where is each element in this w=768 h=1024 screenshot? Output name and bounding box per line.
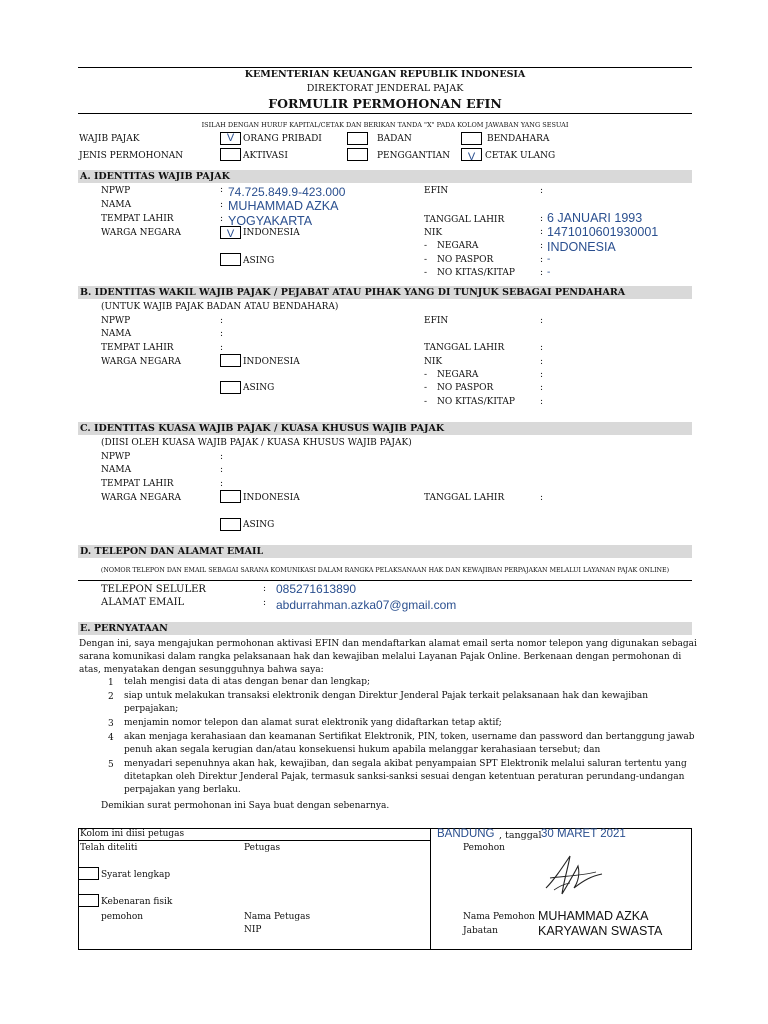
badan-label: BADAN <box>377 134 412 144</box>
c-npwp-label: NPWP <box>101 452 131 462</box>
form-title: FORMULIR PERMOHONAN EFIN <box>268 96 502 111</box>
badan-checkbox[interactable] <box>347 132 368 145</box>
pemohon-label: Pemohon <box>463 843 505 853</box>
c-nama-label: NAMA <box>101 465 132 475</box>
b-no-paspor-label: NO PASPOR <box>437 383 494 393</box>
section-b-title: B. IDENTITAS WAKIL WAJIB PAJAK / PEJABAT ATAU PIHAK YANG DI TUNJUK SEBAGAI PENDAHARA <box>78 286 692 299</box>
statement-closing: Demikian surat permohonan ini Saya buat dengan sebenarnya. <box>101 801 390 811</box>
tanggal-label: , tanggal <box>499 830 542 841</box>
check-mark: V <box>467 151 476 163</box>
b-tempat-lahir-label: TEMPAT LAHIR <box>101 343 174 353</box>
item-number: 4 <box>108 733 114 743</box>
kebenaran-fisik-label-2: pemohon <box>101 912 144 922</box>
petugas-label: Petugas <box>244 843 281 853</box>
colon: : <box>540 186 544 196</box>
directorate-heading: DIREKTORAT JENDERAL PAJAK <box>306 83 464 94</box>
colon: : <box>220 465 224 475</box>
a-no-kitas-value[interactable]: - <box>547 267 551 278</box>
a-npwp-label: NPWP <box>101 186 131 196</box>
dash: - <box>424 268 428 278</box>
cetak-ulang-checkbox[interactable] <box>461 148 482 161</box>
statement-intro-3: atas, menyatakan dengan sesungguhnya bahwa saya: <box>79 665 324 675</box>
a-tempat-lahir-value[interactable]: YOGYAKARTA <box>228 214 313 228</box>
a-nama-value[interactable]: MUHAMMAD AZKA <box>228 199 339 213</box>
bendahara-label: BENDAHARA <box>487 134 550 144</box>
b-negara-label: NEGARA <box>437 370 479 380</box>
colon: : <box>540 214 544 224</box>
ministry-heading: KEMENTERIAN KEUANGAN REPUBLIK INDONESIA <box>244 69 526 80</box>
colon: : <box>540 241 544 251</box>
email-value[interactable]: abdurrahman.azka07@gmail.com <box>276 598 457 612</box>
b-asing-checkbox[interactable] <box>220 381 241 394</box>
b-no-kitas-label: NO KITAS/KITAP <box>437 397 515 407</box>
colon: : <box>220 479 224 489</box>
petugas-panel-rule <box>78 840 431 841</box>
a-efin-label: EFIN <box>424 186 449 196</box>
colon: : <box>220 214 224 224</box>
b-asing-label: ASING <box>243 383 275 393</box>
b-indonesia-label: INDONESIA <box>243 357 300 367</box>
section-d-rule <box>78 580 692 581</box>
colon: : <box>220 200 224 210</box>
a-no-paspor-value[interactable]: - <box>547 254 551 265</box>
c-asing-label: ASING <box>243 520 275 530</box>
dash: - <box>424 397 428 407</box>
colon: : <box>540 343 544 353</box>
orang-pribadi-checkbox[interactable] <box>220 132 241 145</box>
statement-item-line: penuh akan segala kerugian dan/atau konsekuensi hukum apabila melanggar kerahasiaan tersebut; dan <box>124 745 601 755</box>
c-indonesia-checkbox[interactable] <box>220 490 241 503</box>
colon: : <box>220 343 224 353</box>
penggantian-label: PENGGANTIAN <box>377 151 451 161</box>
item-number: 5 <box>108 760 114 770</box>
c-warga-negara-label: WARGA NEGARA <box>101 493 182 503</box>
colon: : <box>540 383 544 393</box>
section-c-subtitle: (DIISI OLEH KUASA WAJIB PAJAK / KUASA KHUSUS WAJIB PAJAK) <box>101 438 412 448</box>
c-tempat-lahir-label: TEMPAT LAHIR <box>101 479 174 489</box>
check-mark: V <box>226 132 235 144</box>
a-no-kitas-label: NO KITAS/KITAP <box>437 268 515 278</box>
a-nik-value[interactable]: 1471010601930001 <box>547 225 659 239</box>
a-negara-label: NEGARA <box>437 241 479 251</box>
statement-item-line: akan menjaga kerahasiaan dan keamanan Sertifikat Elektronik, PIN, token, username dan password dan bertanggung jawab <box>124 732 695 742</box>
b-indonesia-checkbox[interactable] <box>220 354 241 367</box>
telepon-label: TELEPON SELULER <box>101 584 206 595</box>
title-rule <box>78 113 692 114</box>
jabatan-label: Jabatan <box>463 926 498 936</box>
c-asing-checkbox[interactable] <box>220 518 241 531</box>
statement-item-line: perpajakan yang berlaku. <box>124 785 241 795</box>
b-npwp-label: NPWP <box>101 316 131 326</box>
colon: : <box>540 227 544 237</box>
kebenaran-fisik-label: Kebenaran fisik <box>101 897 173 907</box>
section-d-subtitle: (NOMOR TELEPON DAN EMAIL SEBAGAI SARANA KOMUNIKASI DALAM RANGKA PELAKSANAAN HAK DAN KEWAJIBAN PERPAJAKAN MELALUI LAYANAN PAJAK ONLINE) <box>100 567 670 574</box>
statement-item-line: menjamin nomor telepon dan alamat surat elektronik yang didaftarkan tetap aktif; <box>124 718 502 728</box>
orang-pribadi-label: ORANG PRIBADI <box>243 134 322 144</box>
b-nama-label: NAMA <box>101 329 132 339</box>
nip-label: NIP <box>244 925 262 935</box>
statement-item-line: menyadari sepenuhnya akan hak, kewajiban, dan segala akibat penyampaian SPT Elektronik melalui saluran tertentu yang <box>124 759 687 769</box>
a-tanggal-lahir-label: TANGGAL LAHIR <box>424 215 505 225</box>
a-indonesia-label: INDONESIA <box>243 228 300 238</box>
nama-pemohon-value[interactable]: MUHAMMAD AZKA <box>538 909 649 923</box>
colon: : <box>540 255 544 265</box>
colon: : <box>540 370 544 380</box>
wajib-pajak-label: WAJIB PAJAK <box>79 134 140 144</box>
b-nik-label: NIK <box>424 357 443 367</box>
c-indonesia-label: INDONESIA <box>243 493 300 503</box>
section-e-title: E. PERNYATAAN <box>78 622 692 635</box>
jabatan-value[interactable]: KARYAWAN SWASTA <box>538 924 663 938</box>
syarat-lengkap-checkbox[interactable] <box>78 867 99 880</box>
a-npwp-value[interactable]: 74.725.849.9-423.000 <box>228 185 346 199</box>
signature-icon <box>540 850 610 900</box>
b-warga-negara-label: WARGA NEGARA <box>101 357 182 367</box>
statement-item-line: perpajakan; <box>124 704 179 714</box>
email-label: ALAMAT EMAIL <box>101 597 185 608</box>
a-warga-negara-label: WARGA NEGARA <box>101 228 182 238</box>
a-tanggal-lahir-value[interactable]: 6 JANUARI 1993 <box>547 211 643 225</box>
a-nik-label: NIK <box>424 228 443 238</box>
a-negara-value[interactable]: INDONESIA <box>547 240 616 254</box>
telepon-value[interactable]: 085271613890 <box>276 582 357 596</box>
section-a-title: A. IDENTITAS WAJIB PAJAK <box>78 170 692 183</box>
b-tanggal-lahir-label: TANGGAL LAHIR <box>424 343 505 353</box>
fill-instruction: ISILAH DENGAN HURUF KAPITAL/CETAK DAN BERIKAN TANDA "X" PADA KOLOM JAWABAN YANG SESUAI <box>201 121 569 129</box>
dash: - <box>424 241 428 251</box>
a-nama-label: NAMA <box>101 200 132 210</box>
section-d-title: D. TELEPON DAN ALAMAT EMAIL <box>78 545 692 558</box>
top-rule <box>78 67 692 68</box>
a-asing-label: ASING <box>243 256 275 266</box>
c-tanggal-lahir-label: TANGGAL LAHIR <box>424 493 505 503</box>
statement-item-line: ditetapkan oleh Direktur Jenderal Pajak, termasuk sanksi-sanksi sesuai dengan ketentuan peraturan perundang-undangan <box>124 772 685 782</box>
a-indonesia-checkbox[interactable] <box>220 226 241 239</box>
statement-item-line: siap untuk melakukan transaksi elektronik dengan Direktur Jenderal Pajak terkait pelaksanaan hak dan kewajiban <box>124 691 649 701</box>
colon: : <box>540 316 544 326</box>
colon: : <box>220 316 224 326</box>
aktivasi-label: AKTIVASI <box>243 151 288 161</box>
bendahara-checkbox[interactable] <box>461 132 482 145</box>
colon: : <box>263 598 267 608</box>
section-c-title: C. IDENTITAS KUASA WAJIB PAJAK / KUASA KHUSUS WAJIB PAJAK <box>78 422 692 435</box>
cetak-ulang-label: CETAK ULANG <box>485 151 556 161</box>
tanggal-value[interactable]: 30 MARET 2021 <box>541 828 626 840</box>
section-b-subtitle: (UNTUK WAJIB PAJAK BADAN ATAU BENDAHARA) <box>101 302 339 312</box>
statement-intro-2: sarana komunikasi dalam rangka pelaksanaan hak dan kewajiban melalui Layanan Pajak Online. Berkenaan dengan permohonan di <box>79 652 682 662</box>
a-no-paspor-label: NO PASPOR <box>437 255 494 265</box>
colon: : <box>540 397 544 407</box>
dash: - <box>424 370 428 380</box>
statement-item-line: telah mengisi data di atas dengan benar dan lengkap; <box>124 677 371 687</box>
check-mark: V <box>226 228 235 240</box>
colon: : <box>263 584 267 594</box>
colon: : <box>540 493 544 503</box>
kebenaran-fisik-checkbox[interactable] <box>78 894 99 907</box>
nama-pemohon-label: Nama Pemohon <box>463 912 535 922</box>
statement-intro-1: Dengan ini, saya mengajukan permohonan aktivasi EFIN dan mendaftarkan alamat email serta nomor telepon yang digunakan sebagai <box>79 639 697 649</box>
a-asing-checkbox[interactable] <box>220 253 241 266</box>
colon: : <box>220 185 224 195</box>
colon: : <box>220 329 224 339</box>
jenis-permohonan-label: JENIS PERMOHONAN <box>79 151 184 161</box>
b-efin-label: EFIN <box>424 316 449 326</box>
petugas-panel-title: Kolom ini diisi petugas <box>80 829 185 839</box>
nama-petugas-label: Nama Petugas <box>244 912 311 922</box>
penggantian-checkbox[interactable] <box>347 148 368 161</box>
dash: - <box>424 255 428 265</box>
item-number: 2 <box>108 692 114 702</box>
telah-diteliti-label: Telah diteliti <box>80 843 138 853</box>
item-number: 1 <box>108 678 114 688</box>
dash: - <box>424 383 428 393</box>
colon: : <box>540 268 544 278</box>
item-number: 3 <box>108 719 114 729</box>
colon: : <box>220 452 224 462</box>
kota-value[interactable]: BANDUNG <box>437 828 495 840</box>
colon: : <box>540 357 544 367</box>
syarat-lengkap-label: Syarat lengkap <box>101 870 171 880</box>
a-tempat-lahir-label: TEMPAT LAHIR <box>101 214 174 224</box>
aktivasi-checkbox[interactable] <box>220 148 241 161</box>
